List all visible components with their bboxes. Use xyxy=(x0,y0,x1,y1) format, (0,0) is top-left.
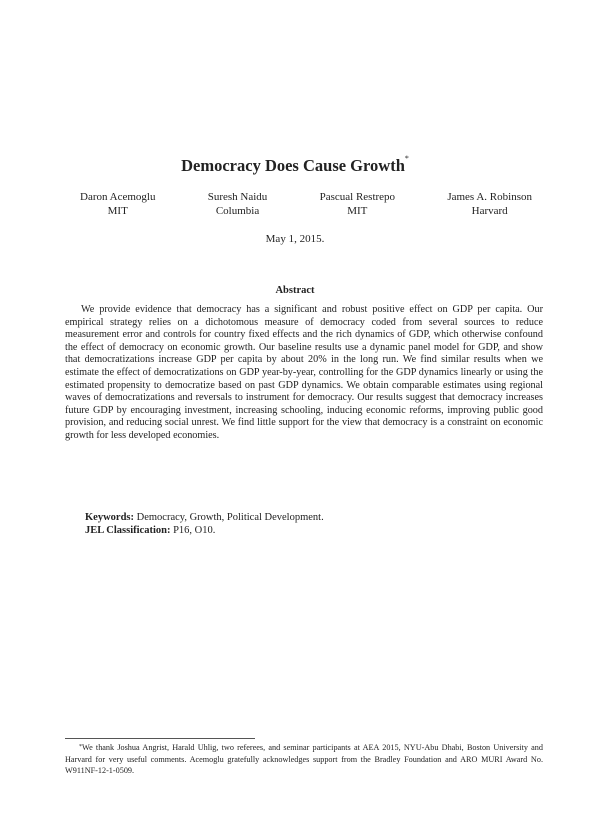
author-affiliation: Harvard xyxy=(471,205,508,217)
author-block xyxy=(208,190,268,218)
paper-title xyxy=(0,156,590,176)
jel-value: P16, O10. xyxy=(173,525,216,536)
author-block xyxy=(320,190,395,218)
author-name: James A. Robinson xyxy=(447,191,532,203)
keywords-section xyxy=(85,511,545,537)
author-affiliation: MIT xyxy=(347,205,368,217)
footnote xyxy=(65,742,543,777)
author-block xyxy=(80,190,155,218)
jel-label: JEL Classification: xyxy=(85,525,171,536)
paper-title-text: Democracy Does Cause Growth xyxy=(181,156,405,175)
author-affiliation: Columbia xyxy=(215,205,260,217)
abstract-body: We provide evidence that democracy has a significant and robust positive effect on GDP per capita. Our empirical strategy relies on a dichotomous measure of democracy coded from several sources to reduce measurement error and controls for country fixed effects and the rich dynamics of GDP, which otherwise confound the effect of democracy on economic growth. Our baseline results use a dynamic panel model for GDP, and show that democratizations increase GDP per capita by about 20% in the long run. We find similar results when we estimate the effect of democratizations on GDP year-by-year, controlling for the GDP dynamics linearly or using the estimated propensity to democratize based on past GDP dynamics. We obtain comparable estimates using regional waves of democratizations and reversals to instrument for democracy. Our results suggest that democracy increases future GDP by encouraging investment, increasing schooling, inducing economic reforms, improving public good provision, and reducing social unrest. We find little support for the view that democracy is a constraint on economic growth for less developed economies. xyxy=(65,304,543,441)
keywords-line xyxy=(85,511,545,524)
footnote-divider xyxy=(65,738,255,739)
footnote-text: We thank Joshua Angrist, Harald Uhlig, two referees, and seminar participants at AEA 2015, NYU-Abu Dhabi, Boston University and Harvard for very useful comments. Acemoglu gratefully acknowledges support from the Bradley Foundation and ARO MURI Award No. W911NF-12-1-0509. xyxy=(65,743,543,775)
author-name: Daron Acemoglu xyxy=(80,191,156,203)
author-list xyxy=(80,190,532,218)
author-name: Pascual Restrepo xyxy=(319,191,396,203)
title-footnote-marker: * xyxy=(404,154,409,163)
jel-line xyxy=(85,524,545,537)
author-block xyxy=(447,190,532,218)
author-name: Suresh Naidu xyxy=(207,191,268,203)
paper-date: May 1, 2015. xyxy=(265,233,325,245)
abstract-heading: Abstract xyxy=(275,285,315,296)
footnote-marker: * xyxy=(79,744,82,750)
keywords-value: Democracy, Growth, Political Development. xyxy=(136,512,324,523)
keywords-label: Keywords: xyxy=(85,512,134,523)
author-affiliation: MIT xyxy=(107,205,128,217)
